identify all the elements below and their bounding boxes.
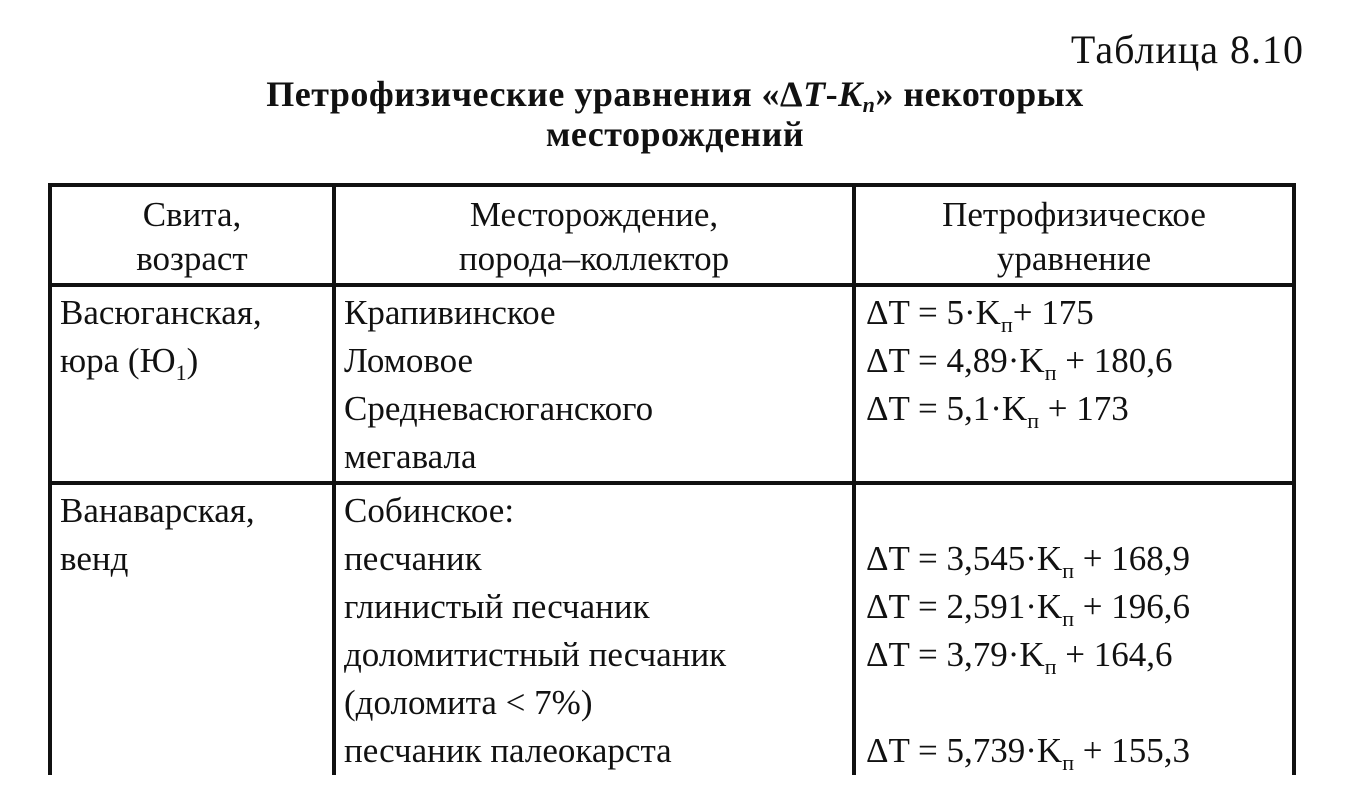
equation: [864, 289, 1292, 337]
equation: [864, 535, 1292, 583]
caption-line-2: месторождений: [545, 114, 805, 154]
rock-type: песчаник: [344, 539, 482, 578]
header-field-rock: [334, 185, 854, 285]
header-age-label: возраст: [136, 239, 248, 278]
petrophysical-table: [48, 183, 1296, 775]
header-equation-label-2: уравнение: [996, 239, 1152, 278]
equation: [864, 631, 1292, 679]
header-rock-label: порода–коллектор: [458, 239, 730, 278]
suite-name: Ванаварская,: [60, 491, 255, 530]
field-name: Крапивинское: [344, 293, 556, 332]
caption-prefix: Петрофизические уравнения «: [266, 74, 781, 114]
suite-age-sub: 1: [175, 360, 187, 385]
field-name: мегавала: [344, 437, 477, 476]
suite-age-end: ): [186, 341, 199, 380]
header-equation: [854, 185, 1294, 285]
header-row: [50, 185, 1294, 285]
equation-left: ΔT = 3,79·K: [866, 635, 1045, 674]
rock-type: песчаник палеокарста: [344, 731, 672, 770]
equation-right: + 175: [1012, 293, 1094, 332]
caption-dash: -: [825, 74, 839, 114]
suite-age-main: юра (Ю: [60, 341, 176, 380]
equation-right: + 155,3: [1073, 731, 1190, 770]
equation-right: + 173: [1038, 389, 1129, 428]
header-suite-label: Свита,: [142, 195, 242, 234]
header-equation-label-1: Петрофизическое: [942, 195, 1206, 234]
equation-left: ΔT = 2,591·K: [866, 587, 1063, 626]
suite-cell: [50, 285, 334, 483]
equation-right: + 164,6: [1056, 635, 1173, 674]
header-field-label: Месторождение,: [469, 195, 719, 234]
caption-suffix: » некоторых: [875, 74, 1084, 114]
equation-sub: п: [1000, 312, 1013, 337]
equation-sub: п: [1062, 558, 1074, 583]
suite-name: Васюганская,: [60, 293, 262, 332]
equation-left: ΔT = 3,545·K: [866, 539, 1063, 578]
equation: [864, 337, 1292, 385]
caption-sub-k: п: [862, 92, 876, 117]
equation-cell: [854, 483, 1294, 775]
equation: [864, 385, 1292, 433]
equation-spacer: [864, 679, 1292, 727]
equation-right: + 196,6: [1073, 587, 1190, 626]
table-row: [50, 483, 1294, 775]
table-row: [50, 285, 1294, 483]
equation-right: + 168,9: [1073, 539, 1190, 578]
caption-delta: Δ: [780, 74, 804, 114]
field-name: Ломовое: [344, 341, 474, 380]
equation-sub: п: [1062, 750, 1074, 775]
equation: [864, 583, 1292, 631]
caption-var-t: T: [803, 74, 826, 114]
suite-age: венд: [60, 539, 129, 578]
equation-spacer: [864, 487, 1292, 535]
field-name: Собинское:: [344, 491, 515, 530]
equation-left: ΔT = 5·K: [866, 293, 1001, 332]
caption-line-1: [130, 74, 1220, 117]
field-cell: [334, 285, 854, 483]
equation-sub: п: [1027, 408, 1039, 433]
table-caption: [130, 74, 1220, 154]
equation: [864, 727, 1292, 775]
caption-var-k: K: [838, 74, 863, 114]
equation-sub: п: [1044, 360, 1057, 385]
rock-type: глинистый песчаник: [344, 587, 650, 626]
equation-left: ΔT = 5,739·K: [866, 731, 1063, 770]
equation-right: + 180,6: [1056, 341, 1173, 380]
equation-left: ΔT = 4,89·K: [866, 341, 1045, 380]
header-suite-age: [50, 185, 334, 285]
equation-left: ΔT = 5,1·K: [866, 389, 1028, 428]
equation-sub: п: [1044, 654, 1057, 679]
field-cell: [334, 483, 854, 775]
suite-cell: [50, 483, 334, 775]
equation-sub: п: [1062, 606, 1074, 631]
field-name: Средневасюганского: [344, 389, 654, 428]
rock-type-note: (доломита < 7%): [344, 683, 593, 722]
table-number: Таблица 8.10: [1070, 27, 1304, 72]
suite-age: [60, 337, 332, 385]
rock-type: доломитистный песчаник: [344, 635, 727, 674]
equation-cell: [854, 285, 1294, 483]
